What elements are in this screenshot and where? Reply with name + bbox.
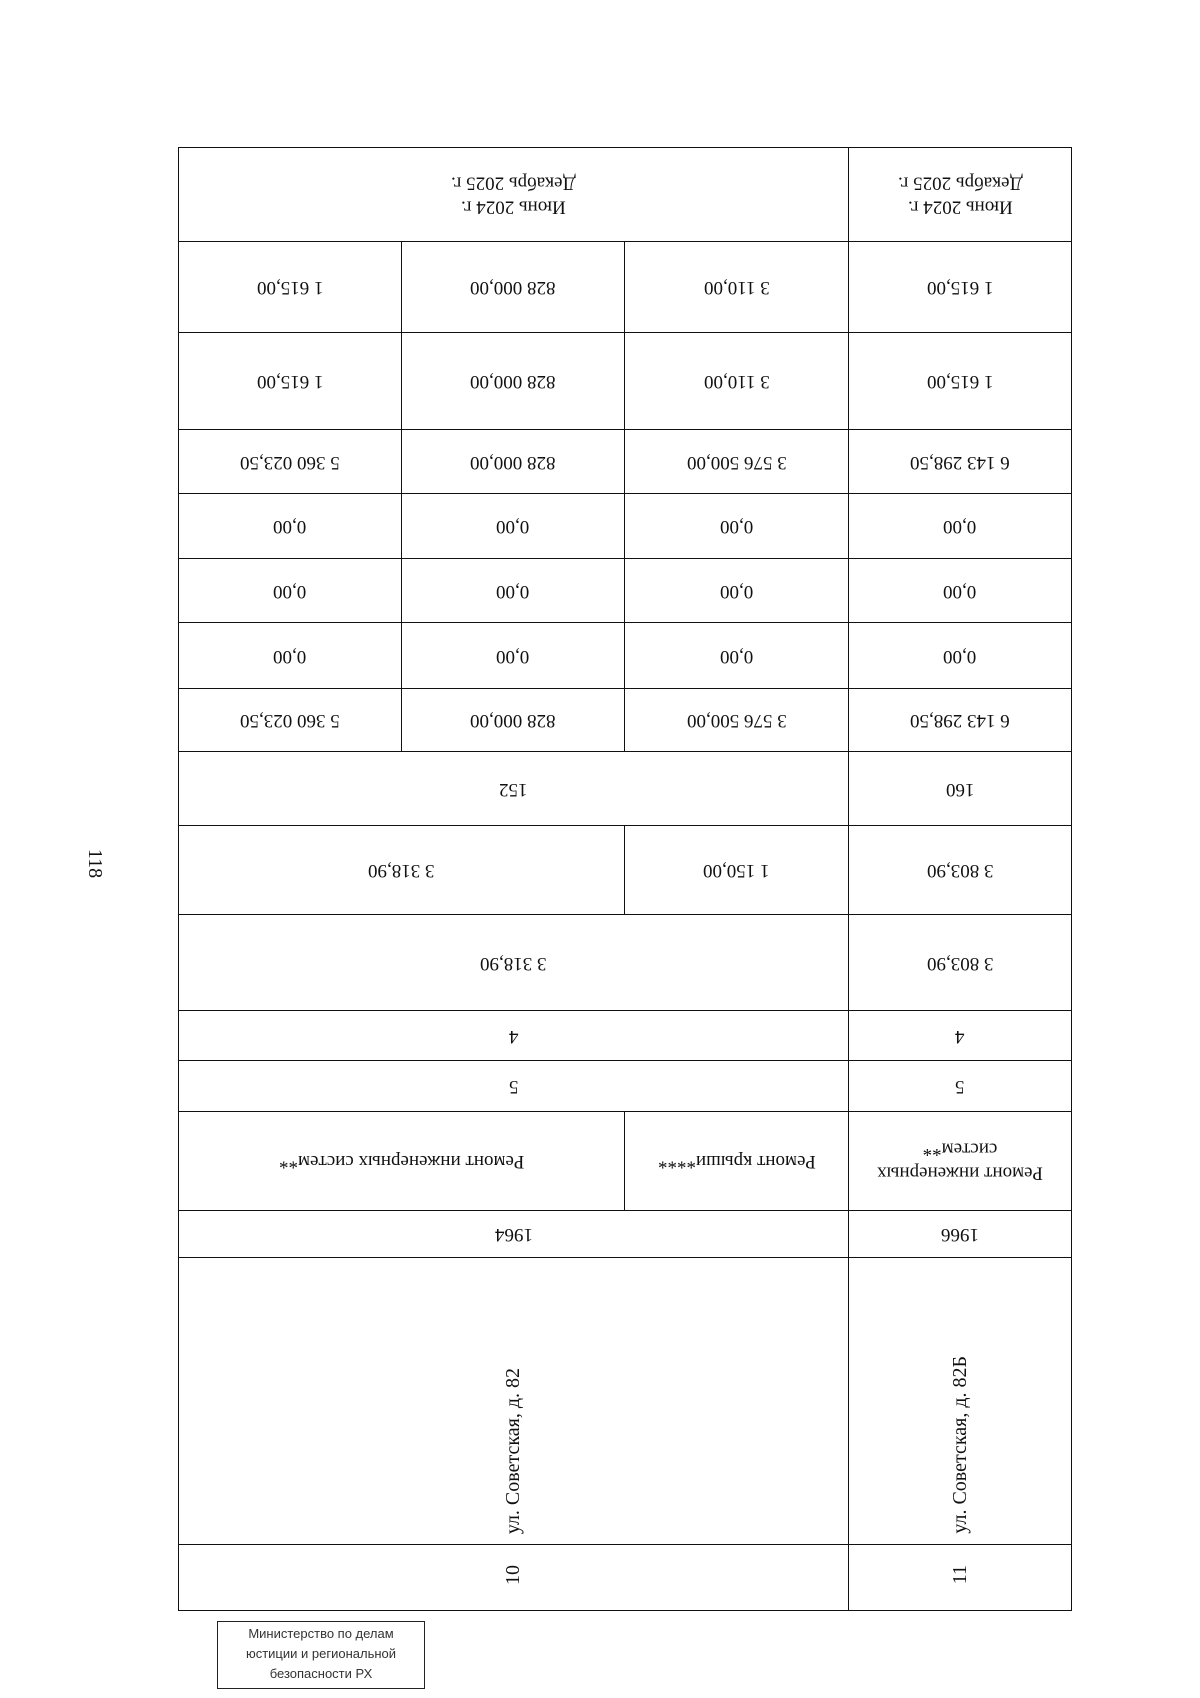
registration-stamp <box>217 1621 425 1689</box>
cell-value: 0,00 <box>719 645 754 667</box>
table-cell <box>179 689 402 752</box>
cell-value: 1966 <box>941 1223 980 1245</box>
cell-value: 6 143 298,50 <box>910 451 1010 473</box>
table-cell <box>625 689 849 752</box>
table-cell <box>849 494 1072 559</box>
period-cell <box>849 148 1072 242</box>
table-row <box>179 148 1072 242</box>
table-cell <box>179 494 402 559</box>
address-cell <box>179 1258 849 1545</box>
work-type-cell <box>179 1112 625 1211</box>
cell-value: 1964 <box>494 1223 533 1245</box>
cell-value: 0,00 <box>719 580 754 602</box>
work-type-cell <box>849 1112 1072 1211</box>
table-cell <box>179 559 402 623</box>
cell-value: 1 150,00 <box>703 859 770 881</box>
cell-value: 5 360 023,50 <box>240 451 340 473</box>
cell-value: 1 615,00 <box>256 370 324 392</box>
cell-value: Ремонт крыши**** <box>657 1150 816 1172</box>
row-number-cell <box>849 1545 1072 1611</box>
cell-value: 828 000,00 <box>470 709 556 731</box>
cell-value: Ремонт инженерных систем** <box>877 1139 1043 1184</box>
cell-value: 3 318,90 <box>480 952 547 974</box>
cell-value: 1 615,00 <box>256 276 324 298</box>
cell-value: 0,00 <box>273 580 307 602</box>
cell-value: 0,00 <box>496 515 530 537</box>
table-cell <box>849 752 1072 826</box>
cell-value: 0,00 <box>943 580 977 602</box>
cell-value: 1 615,00 <box>926 276 994 298</box>
table-row <box>179 430 1072 494</box>
year-cell <box>179 1211 849 1258</box>
table-cell <box>179 333 402 430</box>
table-row <box>179 559 1072 623</box>
table-cell <box>849 1011 1072 1061</box>
cell-value: 4 <box>955 1025 965 1047</box>
row-number-cell <box>179 1545 849 1611</box>
table-cell <box>179 1011 849 1061</box>
table-cell <box>849 826 1072 915</box>
table-cell <box>402 689 625 752</box>
table-cell <box>625 242 849 333</box>
table-row <box>179 752 1072 826</box>
table-cell <box>849 333 1072 430</box>
cell-value: 3 576 500,00 <box>686 709 787 731</box>
cell-value: 828 000,00 <box>470 370 556 392</box>
table-row <box>179 915 1072 1011</box>
table-cell <box>849 559 1072 623</box>
table-row <box>179 1061 1072 1112</box>
cell-value: 152 <box>499 778 528 800</box>
table-cell <box>625 430 849 494</box>
table-cell <box>849 689 1072 752</box>
table-cell <box>402 623 625 689</box>
cell-value: 0,00 <box>943 645 977 667</box>
table-cell <box>179 1061 849 1112</box>
row-number: 10 <box>502 1564 524 1585</box>
cell-value: 160 <box>945 778 975 800</box>
table-row <box>179 689 1072 752</box>
table-cell <box>625 623 849 689</box>
table-cell <box>179 242 402 333</box>
stamp-line: безопасности РХ <box>269 1666 373 1681</box>
cell-value: 828 000,00 <box>470 276 556 298</box>
cell-value: 3 110,00 <box>703 370 770 392</box>
table-row <box>179 1211 1072 1258</box>
table-cell <box>179 752 849 826</box>
cell-value: Ремонт инженерных систем** <box>278 1150 525 1172</box>
cell-value: 0,00 <box>496 580 530 602</box>
table-cell <box>625 826 849 915</box>
table-cell <box>402 494 625 559</box>
table-cell <box>179 623 402 689</box>
repair-schedule-table <box>178 147 1072 1611</box>
table-row <box>179 333 1072 430</box>
cell-value: 0,00 <box>496 645 530 667</box>
cell-value: 3 318,90 <box>368 859 435 881</box>
table-cell <box>625 494 849 559</box>
work-type-cell <box>625 1112 849 1211</box>
address-text: ул. Советская, д. 82 <box>502 1367 524 1534</box>
row-number: 11 <box>948 1564 971 1585</box>
cell-value: 0,00 <box>943 515 977 537</box>
cell-value: 3 803,90 <box>926 952 994 974</box>
page-number: 118 <box>84 848 107 879</box>
stamp-line: Министерство по делам <box>248 1626 394 1641</box>
table-row <box>179 1011 1072 1061</box>
cell-value: 4 <box>508 1025 519 1047</box>
period-cell <box>179 148 849 242</box>
cell-value: 5 <box>508 1075 519 1097</box>
table-cell <box>179 826 625 915</box>
cell-value: 828 000,00 <box>470 451 556 473</box>
table-cell <box>849 915 1072 1011</box>
table-row <box>179 494 1072 559</box>
table-cell <box>849 1061 1072 1112</box>
table-cell <box>849 242 1072 333</box>
table-row <box>179 1258 1072 1545</box>
period-start: Июнь 2024 г. <box>461 196 566 218</box>
table-cell <box>402 559 625 623</box>
cell-value: 3 576 500,00 <box>686 451 787 473</box>
cell-value: 3 110,00 <box>703 276 770 298</box>
table-cell <box>625 333 849 430</box>
table-cell <box>625 559 849 623</box>
table-cell <box>402 430 625 494</box>
table-row <box>179 242 1072 333</box>
table-cell <box>849 430 1072 494</box>
stamp-line: юстиции и региональной <box>245 1646 397 1661</box>
cell-value: 6 143 298,50 <box>910 709 1010 731</box>
cell-value: 3 803,90 <box>926 859 994 881</box>
table-row <box>179 1545 1072 1611</box>
period-end: Декабрь 2025 г. <box>897 172 1023 194</box>
period-start: Июнь 2024 г. <box>907 196 1013 218</box>
table-cell <box>849 623 1072 689</box>
address-cell <box>849 1258 1072 1545</box>
cell-value: 0,00 <box>273 645 307 667</box>
cell-value: 0,00 <box>719 515 754 537</box>
year-cell <box>849 1211 1072 1258</box>
table-cell <box>179 915 849 1011</box>
cell-value: 5 <box>955 1075 965 1097</box>
table-row <box>179 826 1072 915</box>
cell-value: 5 360 023,50 <box>240 709 340 731</box>
table-row <box>179 623 1072 689</box>
table-row <box>179 1112 1072 1211</box>
table-cell <box>402 242 625 333</box>
table-cell <box>402 333 625 430</box>
period-end: Декабрь 2025 г. <box>451 172 576 194</box>
address-text: ул. Советская, д. 82Б <box>948 1356 971 1534</box>
cell-value: 1 615,00 <box>926 370 994 392</box>
cell-value: 0,00 <box>273 515 307 537</box>
table-cell <box>179 430 402 494</box>
